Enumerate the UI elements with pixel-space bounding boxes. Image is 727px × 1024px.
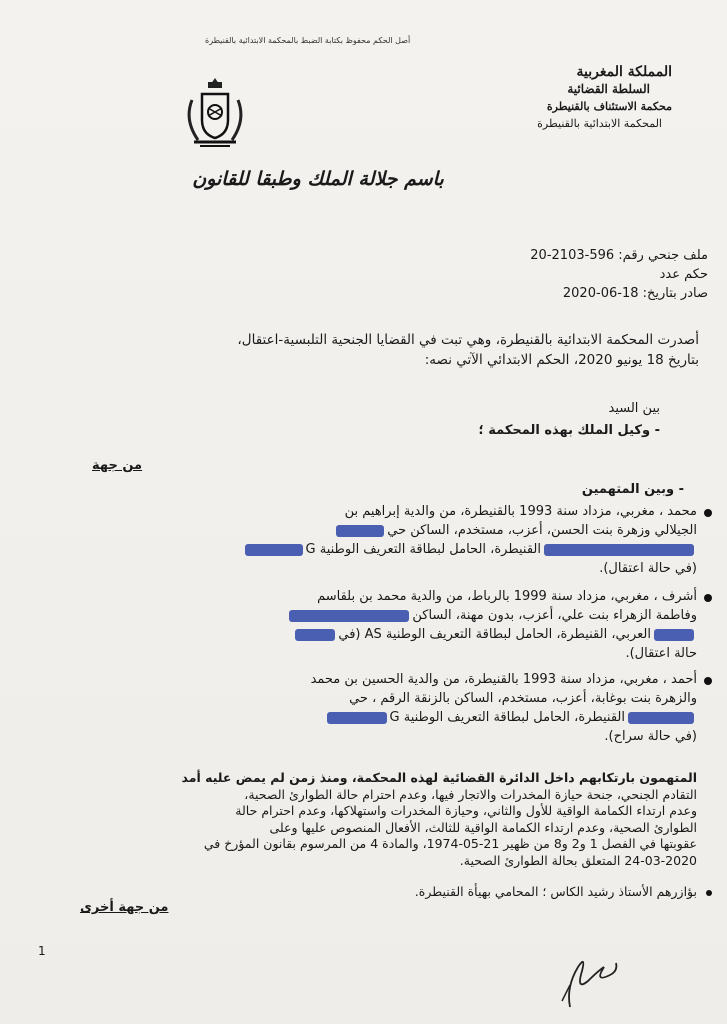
charges-line-6: 24-03-2020 المتعلق بحالة الطوارئ الصحية. bbox=[459, 852, 697, 868]
bullet-1 bbox=[704, 509, 712, 517]
side-two-label: من جهة أخرى bbox=[80, 900, 169, 915]
bullet-4 bbox=[706, 890, 712, 896]
kingdom-label: المملكة المغربية bbox=[576, 64, 672, 80]
accused-3-line-2: والزهرة بنت بوغابة، أعزب، مستخدم، الساكن بالزنقة الرقم ، حي bbox=[349, 691, 697, 706]
signature-icon bbox=[552, 935, 622, 1010]
accused-entry-3 bbox=[27, 670, 697, 746]
intro-line-1: أصدرت المحكمة الابتدائية بالقنيطرة، وهي تبت في القضايا الجنحية التلبسية-اعتقال، bbox=[237, 332, 699, 348]
parties-block bbox=[479, 398, 660, 442]
accused-1-line-2: الجيلالي وزهرة بنت الحسن، أعزب، مستخدم، الساكن حي bbox=[27, 521, 697, 540]
prosecutor-label: - وكيل الملك بهذه المحكمة ؛ bbox=[478, 423, 660, 438]
lawyer-line: بؤازرهم الأستاذ رشيد الكاس ؛ المحامي بهيأة القنيطرة. bbox=[414, 884, 697, 899]
authority-label: السلطة القضائية bbox=[567, 82, 650, 96]
accused-1-line-1: محمد ، مغربي، مزداد سنة 1993 بالقنيطرة، من والدية إبراهيم بن bbox=[344, 504, 697, 519]
intro-paragraph bbox=[39, 330, 699, 370]
accused-2-line-1: أشرف ، مغربي، مزداد سنة 1999 بالرباط، من والدية محمد بن بلقاسم bbox=[317, 589, 697, 604]
side-one-label: من جهة bbox=[92, 458, 143, 473]
charges-line-4: الطوارئ الصحية، وعدم ارتداء الكمامة الواقية للثالث، الأفعال المنصوص عليها وعلى bbox=[269, 819, 697, 835]
accused-1-line-3: القنيطرة، الحامل لبطاقة التعريف الوطنية G bbox=[27, 540, 697, 559]
handwritten-note: أصل الحكم محفوظ بكتابة الضبط بالمحكمة الابتدائية بالقنيطرة bbox=[205, 36, 411, 45]
accused-3-line-1: أحمد ، مغربي، مزداد سنة 1993 بالقنيطرة، من والدية الحسين بن محمد bbox=[310, 672, 697, 687]
file-number: ملف جنحي رقم: 596-2103-20 bbox=[530, 248, 708, 263]
bullet-3 bbox=[704, 677, 712, 685]
bullet-2 bbox=[704, 594, 712, 602]
first-instance-label: المحكمة الابتدائية بالقنيطرة bbox=[537, 117, 662, 130]
royal-emblem-icon bbox=[180, 72, 250, 152]
charges-line-1: المتهمون بارتكابهم داخل الدائرة القضائية لهذه المحكمة، ومنذ زمن لم يمض عليه أمد bbox=[181, 770, 697, 785]
charges-line-3: وعدم ارتداء الكمامة الواقية للأول والثاني، وحيازة المخدرات واستهلاكها، وعدم احترام حالة bbox=[235, 803, 697, 818]
accused-2-line-4: حالة اعتقال). bbox=[625, 646, 697, 661]
and-accused-label: - وبين المتهمين bbox=[581, 482, 684, 497]
accused-3-line-4: (في حالة سراح). bbox=[604, 729, 697, 744]
accused-3-line-3: القنيطرة، الحامل لبطاقة التعريف الوطنية G bbox=[27, 708, 697, 727]
charges-paragraph bbox=[17, 770, 697, 869]
court-header bbox=[442, 64, 672, 132]
charges-line-2: التقادم الجنحي، جنحة حيازة المخدرات والاتجار فيها، وعدم احترام حالة الطوارئ الصحية، bbox=[244, 786, 697, 802]
judgment-number: حكم عدد bbox=[659, 267, 708, 282]
accused-entry-2 bbox=[27, 587, 697, 663]
accused-entry-1 bbox=[27, 502, 697, 578]
accused-2-line-2: وفاطمة الزهراء بنت علي، أعزب، بدون مهنة، الساكن bbox=[27, 606, 697, 625]
case-info bbox=[508, 244, 708, 306]
issue-date: صادر بتاريخ: 18-06-2020 bbox=[562, 286, 708, 301]
between-label: بين السيد bbox=[608, 401, 660, 416]
intro-line-2: بتاريخ 18 يونيو 2020، الحكم الابتدائي الآتي نصه: bbox=[424, 352, 699, 368]
invocation-heading: باسم جلالة الملك وطبقا للقانون bbox=[192, 168, 444, 190]
accused-2-line-3: العربي، القنيطرة، الحامل لبطاقة التعريف الوطنية AS (في bbox=[27, 625, 697, 644]
appeal-court-label: محكمة الاستئناف بالقنيطرة bbox=[546, 100, 672, 113]
page-number: 1 bbox=[38, 944, 46, 958]
charges-line-5: عقوبتها في الفصل 1 و2 و8 من ظهير 21-05-1974، والمادة 4 من المرسوم بقانون المؤرخ في bbox=[203, 836, 697, 851]
accused-1-line-4: (في حالة اعتقال). bbox=[599, 561, 697, 576]
